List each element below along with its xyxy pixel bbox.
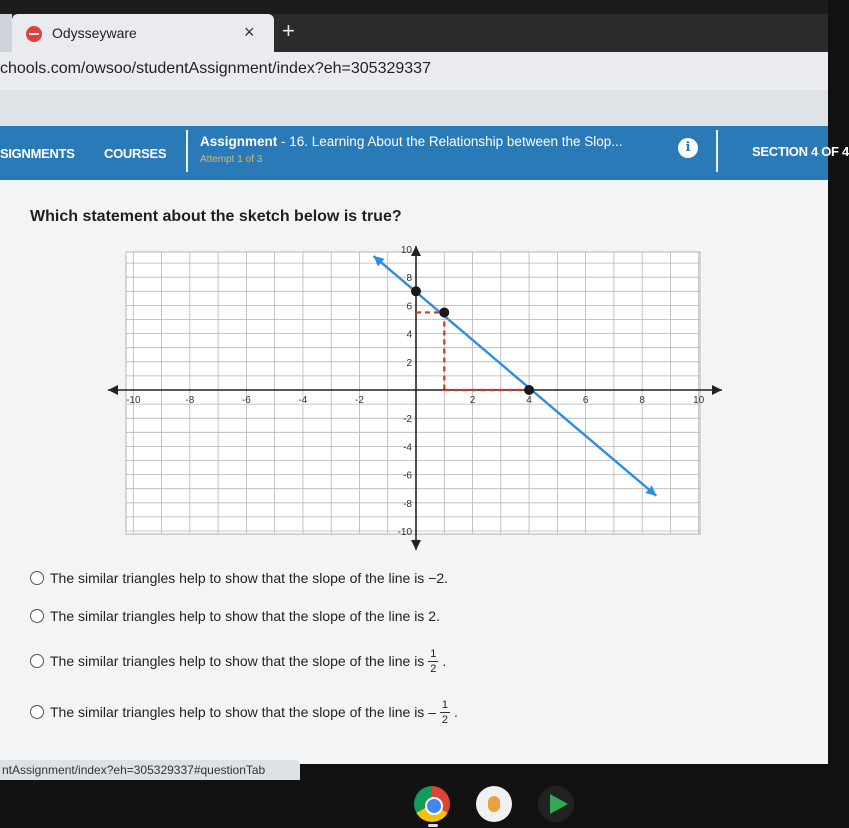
x-tick-label: 8 (639, 395, 645, 406)
y-tick-label: -6 (403, 470, 412, 482)
y-tick-label: 2 (406, 357, 412, 369)
x-tick-label: 2 (469, 395, 476, 406)
question-panel (0, 180, 828, 764)
line-point (439, 307, 449, 317)
line-point (411, 286, 421, 296)
new-tab-button[interactable]: + (282, 18, 295, 43)
x-tick-label: -4 (298, 395, 308, 406)
previous-tab[interactable] (0, 14, 12, 52)
answer-choice-2[interactable] (30, 605, 440, 627)
choice-text: The similar triangles help to show that the slope of the line is −2. (50, 570, 449, 586)
y-tick-label: -4 (403, 442, 412, 454)
tab-title: Odysseyware (52, 25, 137, 41)
x-tick-label: -6 (241, 395, 251, 406)
choice-text (50, 699, 458, 726)
chrome-icon[interactable] (414, 786, 450, 822)
browser-tab[interactable] (12, 14, 274, 52)
choice-suffix: . (453, 704, 458, 720)
fraction-bar (428, 661, 438, 662)
answer-choice-4[interactable] (30, 698, 458, 726)
fraction (440, 699, 450, 726)
toolbar-gap (0, 90, 828, 126)
nav-assignments[interactable]: SIGNMENTS (0, 146, 75, 161)
radio-button[interactable] (30, 571, 44, 585)
fraction-numerator: 1 (430, 647, 437, 660)
y-tick-label: 10 (400, 245, 412, 256)
nav-divider (716, 130, 718, 172)
radio-button[interactable] (30, 654, 44, 668)
assignment-label: Assignment (200, 134, 278, 149)
y-axis-arrow-up (411, 246, 421, 256)
choice-stem: The similar triangles help to show that the slope of the line is – (50, 704, 436, 720)
attempt-counter: Attempt 1 of 3 (200, 154, 263, 165)
x-tick-label: -2 (355, 395, 364, 406)
os-taskbar (0, 780, 828, 828)
answer-choice-3[interactable] (30, 647, 447, 675)
y-tick-label: 4 (406, 329, 412, 341)
fraction-numerator: 1 (441, 698, 449, 711)
radio-button[interactable] (30, 609, 44, 623)
play-store-icon[interactable] (538, 786, 574, 822)
y-tick-label: -2 (403, 414, 412, 426)
x-tick-label: -8 (185, 395, 195, 406)
info-icon[interactable]: i (678, 138, 698, 158)
nav-divider (186, 130, 188, 172)
x-tick-label: -10 (126, 395, 141, 406)
line-point (524, 385, 534, 395)
choice-suffix: . (442, 653, 447, 669)
y-axis-arrow-down (411, 540, 421, 550)
active-app-indicator (428, 824, 438, 827)
odysseyware-favicon-icon (26, 26, 42, 42)
url-text[interactable]: chools.com/owsoo/studentAssignment/index?eh=305329337 (0, 60, 431, 77)
x-tick-label: 4 (526, 395, 532, 406)
y-tick-label: -10 (397, 527, 412, 538)
y-tick-label: 6 (406, 301, 412, 313)
browser-tabbar (0, 0, 828, 52)
x-tick-label: 6 (582, 395, 589, 406)
fraction-bar (440, 712, 450, 713)
fraction (428, 648, 438, 675)
y-tick-label: -8 (403, 498, 412, 510)
status-bar-url: ntAssignment/index?eh=305329337#questionTab (0, 760, 300, 780)
files-icon[interactable] (476, 786, 512, 822)
assignment-title (200, 134, 623, 149)
x-tick-label: 10 (693, 395, 705, 406)
choice-text (50, 648, 446, 675)
y-tick-label: 8 (406, 273, 412, 285)
answer-choice-1[interactable] (30, 567, 448, 589)
section-indicator[interactable]: SECTION 4 OF 4 (752, 144, 849, 159)
assignment-name: - 16. Learning About the Relationship between the Slop... (277, 134, 623, 149)
radio-button[interactable] (30, 705, 44, 719)
x-axis-arrow-right (712, 385, 722, 395)
address-bar[interactable] (0, 52, 828, 90)
app-navbar (0, 126, 849, 180)
fraction-denominator: 2 (430, 662, 437, 675)
choice-text: The similar triangles help to show that the slope of the line is 2. (50, 608, 440, 624)
x-axis-arrow-left (108, 385, 118, 395)
choice-stem: The similar triangles help to show that the slope of the line is (50, 653, 425, 669)
tab-close-icon[interactable]: × (244, 22, 255, 42)
tabbar-strip (0, 0, 828, 14)
fraction-denominator: 2 (441, 713, 449, 726)
nav-courses[interactable]: COURSES (104, 146, 167, 161)
coordinate-graph (100, 244, 730, 554)
question-prompt: Which statement about the sketch below is true? (30, 208, 402, 225)
